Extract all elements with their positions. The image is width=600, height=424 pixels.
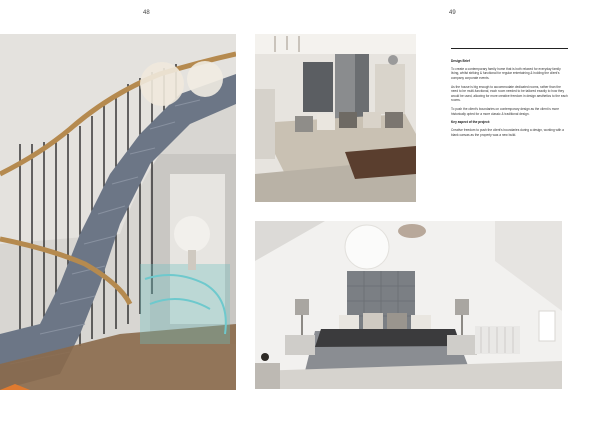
heading-key-aspect: Key aspect of the project: bbox=[451, 120, 490, 125]
brief-paragraph: As the house is big enough to accommodate dedicated rooms, rather than the need to be multi-functional, each room needed to be tailored exactly to how they would be used, allowing for more creative freedom in design aesthetics to the each rooms. bbox=[451, 84, 568, 103]
staircase-photo bbox=[0, 34, 236, 390]
page-number-right: 49 bbox=[449, 10, 456, 16]
page-number-left: 48 bbox=[143, 10, 150, 16]
article-text bbox=[451, 48, 568, 141]
top-rule bbox=[451, 48, 568, 49]
living-room-photo bbox=[255, 34, 416, 202]
heading-design-brief: Design Brief bbox=[451, 59, 470, 63]
bedroom-photo bbox=[255, 221, 562, 389]
key-aspect-paragraph: Creative freedom to push the client's boundaries during a design, working with a blank canvas as the property was a new build. bbox=[451, 128, 564, 137]
brief-paragraph: To push the client's boundaries on contemporary design as the client is more historically opted for a more classic & traditional design. bbox=[451, 107, 559, 116]
brief-paragraph: To create a contemporary family home that is both relaxed for everyday family living, whilst striking & functional for regular entertaining & holding the client's company corporate events. bbox=[451, 66, 561, 80]
